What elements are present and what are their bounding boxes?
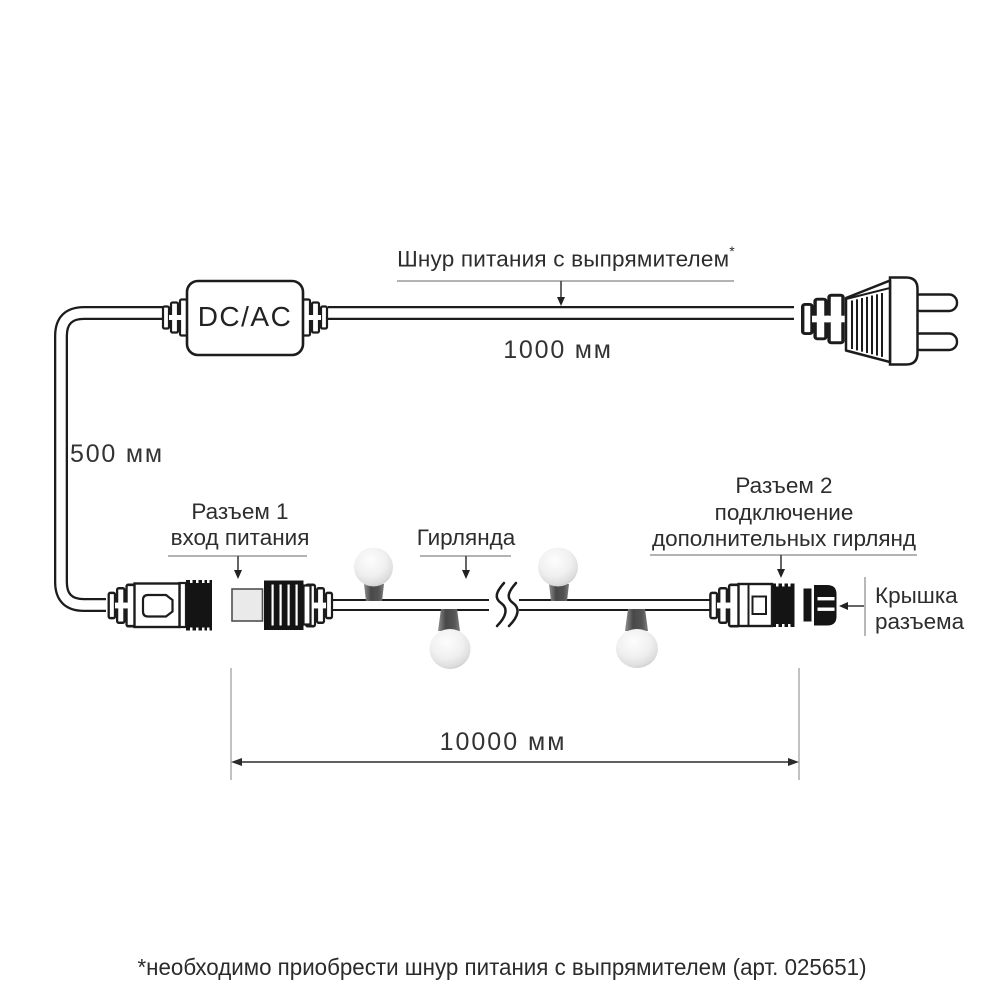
bulb-globe bbox=[354, 548, 393, 587]
connector2-label-line2: подключение bbox=[714, 499, 854, 525]
dimension-garland-length bbox=[231, 668, 799, 780]
plug-grip-ridges bbox=[852, 293, 882, 357]
bulb-2 bbox=[430, 609, 471, 669]
connector1-male bbox=[109, 580, 212, 632]
cord-length-label: 1000 мм bbox=[503, 336, 613, 364]
adapter-label: DC/AC bbox=[197, 301, 293, 332]
power-cord-label bbox=[397, 245, 735, 273]
leader-cap bbox=[839, 577, 865, 636]
cap-label bbox=[875, 583, 964, 635]
bulb-socket bbox=[625, 609, 648, 631]
strain-relief-plug bbox=[803, 295, 846, 343]
wire-break bbox=[489, 583, 519, 626]
connector1-label-line2: вход питания bbox=[170, 525, 310, 550]
power-plug bbox=[803, 278, 957, 365]
bulb-globe bbox=[616, 629, 658, 668]
cap-label-line2: разъема bbox=[875, 609, 965, 634]
power-cord-label-text: Шнур питания с выпрямителем bbox=[397, 246, 730, 272]
bulb-socket bbox=[364, 584, 384, 601]
garland-label: Гирлянда bbox=[416, 525, 516, 550]
connector1-male-nut bbox=[186, 580, 212, 632]
bulb-3 bbox=[538, 548, 578, 602]
connector2 bbox=[710, 583, 836, 628]
bulb-4 bbox=[616, 609, 658, 668]
connector1-label bbox=[171, 499, 310, 551]
connector1-female-tip bbox=[232, 589, 263, 621]
footnote-text: *необходимо приобрести шнур питания с выпрямителем (арт. 025651) bbox=[137, 954, 867, 980]
footnote-asterisk: * bbox=[729, 243, 735, 259]
bulb-socket bbox=[438, 609, 460, 631]
bulb-1 bbox=[354, 548, 393, 602]
leader-garland bbox=[420, 556, 511, 579]
lead-length-label: 500 мм bbox=[70, 440, 164, 468]
connector1-female bbox=[232, 581, 332, 631]
bulb-globe bbox=[538, 548, 578, 587]
cap-label-line1: Крышка bbox=[875, 583, 958, 608]
garland-length-label: 10000 мм bbox=[439, 728, 567, 756]
leader-power-cord bbox=[397, 281, 734, 306]
leader-connector2 bbox=[650, 555, 917, 578]
connector2-nut bbox=[773, 583, 795, 628]
connector2-label-line3: дополнительных гирлянд bbox=[651, 526, 917, 551]
connector1-female-nut bbox=[264, 581, 304, 631]
bulb-socket bbox=[549, 584, 569, 601]
strain-relief-garland-right bbox=[710, 585, 741, 626]
connector2-label-line1: Разъем 2 bbox=[735, 473, 833, 498]
leader-connector1 bbox=[168, 556, 307, 579]
bulb-globe bbox=[430, 629, 471, 669]
plug-face bbox=[890, 278, 918, 365]
connector2-cap bbox=[804, 585, 837, 626]
connector1-label-line1: Разъем 1 bbox=[191, 499, 289, 524]
connector2-label bbox=[652, 473, 916, 553]
